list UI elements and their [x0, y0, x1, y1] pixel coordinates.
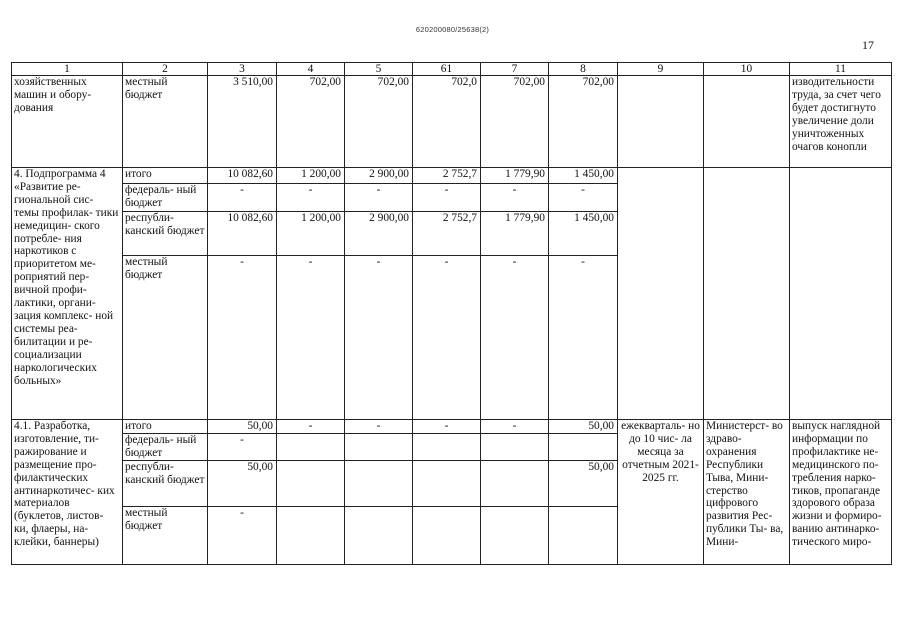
amount-year: 702,00 — [277, 76, 345, 168]
funding-source: местный бюджет — [123, 76, 208, 168]
amount-total: - — [208, 506, 277, 564]
amount-total: 50,00 — [208, 420, 277, 434]
header-cell: 10 — [704, 63, 790, 76]
header-cell: 61 — [413, 63, 481, 76]
amount-year: 702,00 — [481, 76, 549, 168]
amount-total: - — [208, 433, 277, 460]
executor-cell — [704, 168, 790, 420]
amount-year: - — [549, 184, 618, 212]
amount-year — [277, 433, 345, 460]
amount-year — [549, 506, 618, 564]
amount-total: - — [208, 256, 277, 420]
table-row — [12, 420, 892, 434]
amount-year: 702,0 — [413, 76, 481, 168]
result-cell — [790, 168, 892, 420]
amount-year: 702,00 — [345, 76, 413, 168]
amount-total: 10 082,60 — [208, 168, 277, 184]
amount-year: 2 900,00 — [345, 212, 413, 256]
amount-year: 50,00 — [549, 420, 618, 434]
funding-source: итого — [123, 168, 208, 184]
header-cell: 11 — [790, 63, 892, 76]
amount-year: - — [277, 420, 345, 434]
term-cell — [618, 168, 704, 420]
funding-source: федераль- ный бюджет — [123, 433, 208, 460]
result-cell: выпуск наглядной информации по профилактике не- медицинского по- требления нарко- тиков, пропаганде здорового образа жизни и формиро- ванию антинарко- тического миро- — [790, 420, 892, 565]
amount-year: - — [345, 420, 413, 434]
header-cell: 1 — [12, 63, 123, 76]
amount-year: - — [413, 184, 481, 212]
header-cell: 4 — [277, 63, 345, 76]
amount-year: - — [277, 256, 345, 420]
term-cell: ежекварталь- но до 10 чис- ла месяца за отчетным 2021-2025 гг. — [618, 420, 704, 565]
amount-year — [481, 433, 549, 460]
result-cell: изводительности труда, за счет чего будет достигнуто увеличение доли уничтоженных очагов конопли — [790, 76, 892, 168]
amount-year: - — [277, 184, 345, 212]
amount-year — [345, 506, 413, 564]
amount-year — [345, 433, 413, 460]
amount-year — [413, 506, 481, 564]
amount-year: - — [413, 420, 481, 434]
amount-year — [481, 506, 549, 564]
amount-year — [413, 460, 481, 506]
amount-year: 50,00 — [549, 460, 618, 506]
header-row — [12, 63, 892, 76]
amount-year: - — [481, 184, 549, 212]
amount-year: 702,00 — [549, 76, 618, 168]
program-table — [11, 62, 892, 565]
activity-name: хозяйственных машин и обору- дования — [12, 76, 123, 168]
amount-total: 10 082,60 — [208, 212, 277, 256]
header-cell: 7 — [481, 63, 549, 76]
page-number: 17 — [862, 38, 874, 52]
amount-year: - — [549, 256, 618, 420]
amount-year — [413, 433, 481, 460]
amount-total: - — [208, 184, 277, 212]
amount-year: - — [481, 256, 549, 420]
amount-year — [277, 460, 345, 506]
amount-year: 2 752,7 — [413, 212, 481, 256]
amount-year: 1 779,90 — [481, 168, 549, 184]
activity-name: 4. Подпрограмма 4 «Развитие ре- гиональной сис- темы профилак- тики немедицин- ского потребле- ния наркотиков с приоритетом ме- роприятий пер- вичной профи- лактики, органи- зация комплекс- ной системы реа- билитации и ре- социализации наркологических больных» — [12, 168, 123, 420]
header-cell: 2 — [123, 63, 208, 76]
funding-source: местный бюджет — [123, 256, 208, 420]
activity-name: 4.1. Разработка, изготовление, ти- ражирование и размещение про- филактических антинаркотичес- ких материалов (буклетов, листов- ки, флаеры, на- клейки, баннеры) — [12, 420, 123, 565]
funding-source: республи- канский бюджет — [123, 460, 208, 506]
table-row — [12, 76, 892, 168]
header-cell: 3 — [208, 63, 277, 76]
header-cell: 5 — [345, 63, 413, 76]
amount-year — [277, 506, 345, 564]
funding-source: республи- канский бюджет — [123, 212, 208, 256]
amount-total: 3 510,00 — [208, 76, 277, 168]
executor-cell: Министерст- во здраво- охранения Республики Тыва, Мини- стерство цифрового развития Рес- публики Ты- ва, Мини- — [704, 420, 790, 565]
amount-year — [481, 460, 549, 506]
amount-year — [549, 433, 618, 460]
amount-year: - — [345, 184, 413, 212]
amount-total: 50,00 — [208, 460, 277, 506]
executor-cell — [704, 76, 790, 168]
header-cell: 9 — [618, 63, 704, 76]
table-row — [12, 168, 892, 184]
funding-source: федераль- ный бюджет — [123, 184, 208, 212]
funding-source: итого — [123, 420, 208, 434]
amount-year: 1 779,90 — [481, 212, 549, 256]
amount-year — [345, 460, 413, 506]
amount-year: - — [413, 256, 481, 420]
amount-year: 1 450,00 — [549, 168, 618, 184]
amount-year: - — [481, 420, 549, 434]
document-id: 620200080/25638(2) — [415, 25, 490, 34]
amount-year: 1 200,00 — [277, 212, 345, 256]
amount-year: - — [345, 256, 413, 420]
amount-year: 2 900,00 — [345, 168, 413, 184]
funding-source: местный бюджет — [123, 506, 208, 564]
amount-year: 1 450,00 — [549, 212, 618, 256]
amount-year: 2 752,7 — [413, 168, 481, 184]
term-cell — [618, 76, 704, 168]
amount-year: 1 200,00 — [277, 168, 345, 184]
header-cell: 8 — [549, 63, 618, 76]
